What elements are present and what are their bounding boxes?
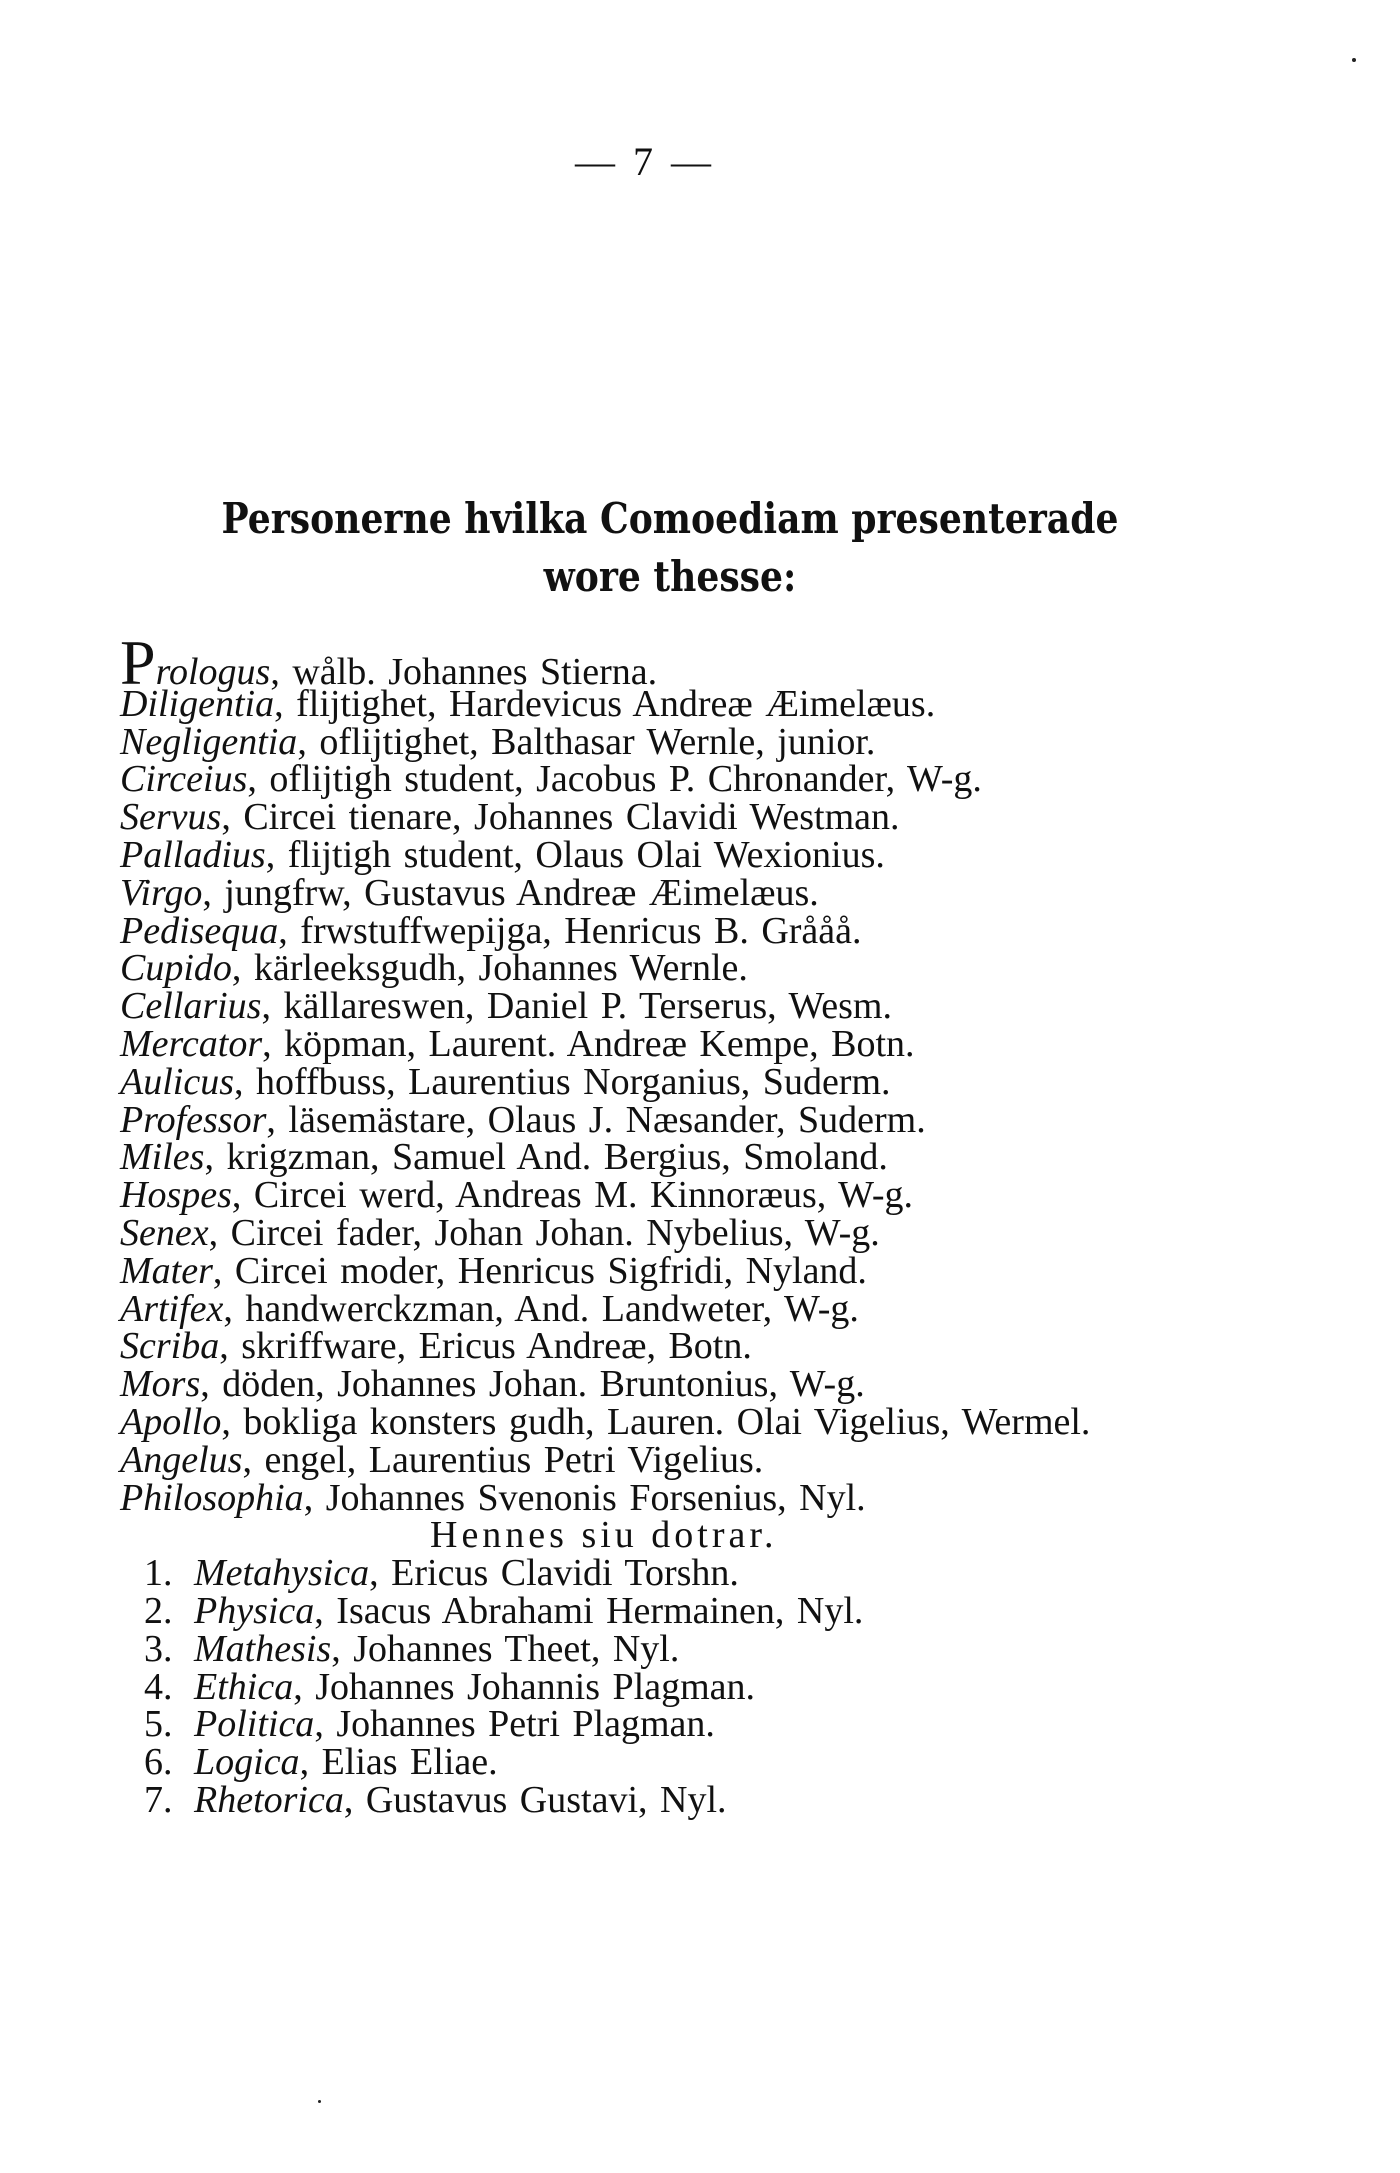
page-number: — 7 — xyxy=(575,139,715,184)
cast-entry xyxy=(120,1476,1380,1519)
cast-entry xyxy=(120,627,1380,698)
role-name: Senex xyxy=(120,1211,209,1254)
role-name: Diligentia xyxy=(120,682,275,725)
actor-text: , kärleeksgudh, Johannes Wernle. xyxy=(231,947,748,990)
cast-list xyxy=(120,627,1380,1821)
cast-entry xyxy=(120,1287,1380,1330)
actor-text: , Gustavus Gustavi, Nyl. xyxy=(343,1778,727,1821)
daughters-heading: Hennes siu dotrar. xyxy=(430,1514,778,1557)
daughter-entry xyxy=(120,1552,1380,1595)
cast-entry xyxy=(120,682,1380,725)
role-name: Philosophia xyxy=(120,1476,304,1519)
cast-entry xyxy=(120,947,1380,990)
actor-text: , handwerckzman, And. Landweter, W-g. xyxy=(223,1287,859,1330)
cast-entry xyxy=(120,833,1380,876)
actor-text: , hoffbuss, Laurentius Norganius, Suderm. xyxy=(233,1060,891,1103)
actor-text: , Circei werd, Andreas M. Kinnoræus, W-g. xyxy=(231,1174,914,1217)
role-name: Ethica xyxy=(194,1665,294,1708)
daughter-number: 1. xyxy=(144,1552,173,1595)
speck-mark xyxy=(318,2100,321,2103)
role-name: Physica xyxy=(194,1589,315,1632)
actor-text: , oflijtigh student, Jacobus P. Chronander, W-g. xyxy=(247,758,982,801)
actor-text: , Isacus Abrahami Hermainen, Nyl. xyxy=(314,1589,864,1632)
role-name: Cellarius xyxy=(120,985,262,1028)
actor-text: , wålb. Johannes Stierna. xyxy=(270,651,658,693)
actor-text: , frwstuffwepijga, Henricus B. Grååå. xyxy=(278,909,862,952)
cast-entry xyxy=(120,758,1380,801)
role-name: Pedisequa xyxy=(120,909,279,952)
daughter-entry xyxy=(120,1703,1380,1746)
page-title xyxy=(94,490,1246,606)
cast-entry xyxy=(120,909,1380,952)
role-name: Mors xyxy=(120,1363,201,1406)
daughter-entry xyxy=(120,1627,1380,1670)
role-name: Mercator xyxy=(120,1022,263,1065)
role-name: Apollo xyxy=(120,1400,222,1443)
daughter-entry xyxy=(120,1665,1380,1708)
actor-text: , skriffware, Ericus Andreæ, Botn. xyxy=(219,1325,752,1368)
actor-text: , köpman, Laurent. Andreæ Kempe, Botn. xyxy=(262,1022,915,1065)
cast-entry xyxy=(120,1174,1380,1217)
role-name: Negligentia xyxy=(120,720,298,763)
role-name: Scriba xyxy=(120,1325,220,1368)
drop-cap: P xyxy=(120,627,156,698)
role-name: Servus xyxy=(120,796,222,839)
actor-text: , källareswen, Daniel P. Terserus, Wesm. xyxy=(261,985,892,1028)
daughter-entry xyxy=(120,1778,1380,1821)
actor-text: , Johannes Johannis Plagman. xyxy=(293,1665,755,1708)
cast-entry xyxy=(120,1400,1380,1443)
daughter-number: 4. xyxy=(144,1665,173,1708)
actor-text: , Johannes Theet, Nyl. xyxy=(331,1627,680,1670)
role-name: Palladius xyxy=(120,833,266,876)
role-name: Mathesis xyxy=(194,1627,332,1670)
role-name: Mater xyxy=(120,1249,213,1292)
actor-text: , Elias Eliae. xyxy=(299,1741,498,1784)
speck-mark xyxy=(1352,58,1356,62)
role-name: Miles xyxy=(120,1136,205,1179)
actor-text: , flijtighet, Hardevicus Andreæ Æimelæus. xyxy=(274,682,936,725)
cast-entry xyxy=(120,1438,1380,1481)
actor-text: , Circei fader, Johan Johan. Nybelius, W-g. xyxy=(208,1211,880,1254)
cast-entry xyxy=(120,1136,1380,1179)
cast-entry xyxy=(120,871,1380,914)
cast-entry xyxy=(120,1325,1380,1368)
role-name: Cupido xyxy=(120,947,232,990)
actor-text: , krigzman, Samuel And. Bergius, Smoland. xyxy=(204,1136,888,1179)
cast-entry xyxy=(120,1022,1380,1065)
daughter-number: 7. xyxy=(144,1778,173,1821)
title-line-2: wore thesse: xyxy=(543,552,797,601)
role-name: Professor xyxy=(120,1098,267,1141)
role-name: rologus xyxy=(155,651,271,693)
actor-text: , Johannes Svenonis Forsenius, Nyl. xyxy=(303,1476,866,1519)
cast-entry xyxy=(120,796,1380,839)
cast-entry xyxy=(120,720,1380,763)
role-name: Virgo xyxy=(120,871,203,914)
role-name: Rhetorica xyxy=(194,1778,344,1821)
role-name: Politica xyxy=(194,1703,315,1746)
role-name: Hospes xyxy=(120,1174,232,1217)
role-name: Metahysica xyxy=(194,1552,370,1595)
role-name: Aulicus xyxy=(120,1060,234,1103)
role-name: Artifex xyxy=(120,1287,224,1330)
actor-text: , engel, Laurentius Petri Vigelius. xyxy=(242,1438,764,1481)
actor-text: , bokliga konsters gudh, Lauren. Olai Vigelius, Wermel. xyxy=(221,1400,1091,1443)
cast-entry xyxy=(120,985,1380,1028)
cast-entry xyxy=(120,1249,1380,1292)
cast-entry xyxy=(120,1211,1380,1254)
cast-entry xyxy=(120,1060,1380,1103)
daughter-entry xyxy=(120,1741,1380,1784)
title-line-1: Personerne hvilka Comoediam presenterade xyxy=(221,494,1119,543)
daughter-entry xyxy=(120,1589,1380,1632)
actor-text: , läsemästare, Olaus J. Næsander, Suderm. xyxy=(266,1098,926,1141)
actor-text: , Johannes Petri Plagman. xyxy=(314,1703,715,1746)
actor-text: , Circei tienare, Johannes Clavidi Westman. xyxy=(221,796,900,839)
role-name: Angelus xyxy=(120,1438,243,1481)
daughter-number: 5. xyxy=(144,1703,173,1746)
actor-text: , döden, Johannes Johan. Bruntonius, W-g. xyxy=(200,1363,865,1406)
actor-text: , oflijtighet, Balthasar Wernle, junior. xyxy=(297,720,876,763)
actor-text: , Circei moder, Henricus Sigfridi, Nyland. xyxy=(212,1249,867,1292)
daughter-number: 2. xyxy=(144,1589,173,1632)
cast-entry xyxy=(120,1098,1380,1141)
role-name: Circeius xyxy=(120,758,248,801)
daughter-number: 6. xyxy=(144,1741,173,1784)
cast-entry xyxy=(120,1363,1380,1406)
actor-text: , flijtigh student, Olaus Olai Wexionius. xyxy=(265,833,885,876)
role-name: Logica xyxy=(194,1741,300,1784)
actor-text: , jungfrw, Gustavus Andreæ Æimelæus. xyxy=(202,871,819,914)
daughter-number: 3. xyxy=(144,1627,173,1670)
actor-text: , Ericus Clavidi Torshn. xyxy=(369,1552,739,1595)
